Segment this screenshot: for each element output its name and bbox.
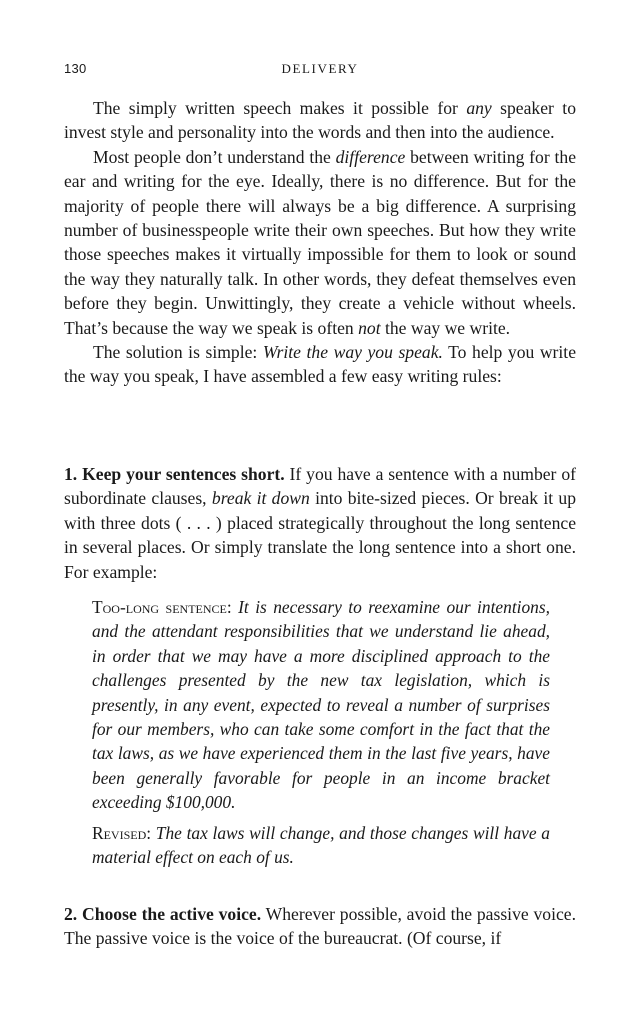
page-header — [64, 61, 576, 81]
p1-text-b: speaker to invest style and personality into the words and then into the audience. — [64, 98, 576, 143]
p2-emphasis-not: not — [358, 317, 381, 338]
example-block — [92, 595, 550, 869]
p3-text-b: To help you write the way you speak, I have assembled a few easy writing rules: — [64, 342, 577, 387]
rule-2-section — [64, 902, 576, 951]
running-head: DELIVERY — [281, 61, 359, 76]
p3-emphasis: Write the way you speak. — [262, 342, 443, 363]
p2-emphasis: difference — [335, 146, 406, 167]
paragraph-1 — [64, 96, 576, 145]
revised-text: The tax laws will change, and those changes will have a material effect on each of us. — [92, 822, 550, 868]
rule-1-section — [64, 462, 576, 584]
paragraph-3 — [64, 340, 576, 389]
rule-1-paragraph — [64, 462, 576, 584]
page-number: 130 — [64, 61, 87, 76]
revised-example — [92, 821, 550, 870]
p1-emphasis: any — [466, 98, 492, 118]
rule-2-paragraph — [64, 902, 576, 951]
rule-2-text: Wherever possible, avoid the passive voice. The passive voice is the voice of the bureaucrat. (Of course, if — [64, 904, 576, 949]
too-long-text: It is necessary to reexamine our intentions, and the attendant responsibilities that we understand lie ahead, in order that we may have a more disciplined approach to the challenges presented by the new tax legislation, which is presently, in any event, expected to reveal a number of surprises for our members, who can take some comfort in the fact that the tax laws, as we have experienced them in the last five years, have been generally favorable for people in an income bracket exceeding $100,000. — [92, 597, 550, 813]
rule-1-heading: 1. Keep your sentences short. — [64, 464, 285, 484]
p3-text-a: The solution is simple: — [93, 342, 263, 363]
p2-text-c: the way we write. — [380, 317, 511, 338]
too-long-label: Too-long sentence: — [92, 597, 232, 617]
p1-text-a: The simply written speech makes it possible for — [93, 98, 467, 118]
rule-1-text-b: into bite-sized pieces. Or break it up with three dots ( . . . ) placed strategically throughout the long sentence in several places. Or simply translate the long sentence into a short one. For example: — [64, 488, 576, 582]
p2-text-a: Most people don’t understand the — [93, 146, 336, 167]
rule-2-heading: 2. Choose the active voice. — [64, 904, 262, 924]
too-long-example — [92, 595, 550, 815]
revised-label: Revised: — [92, 822, 152, 843]
p2-text-b: between writing for the ear and writing for the eye. Ideally, there is no difference. But for the majority of people there will always be a big difference. A surprising number of businesspeople write their own speeches. But how they write those speeches makes it virtually impossible for them to look or sound the way they naturally talk. In other words, they defeat themselves even before they begin. Unwittingly, they create a vehicle without wheels. That’s because the way we speak is often — [64, 146, 576, 338]
rule-1-text-a: If you have a sentence with a number of subordinate clauses, — [64, 464, 576, 509]
intro-section — [64, 96, 576, 389]
paragraph-2 — [64, 145, 576, 340]
rule-1-emphasis: break it down — [211, 488, 310, 509]
